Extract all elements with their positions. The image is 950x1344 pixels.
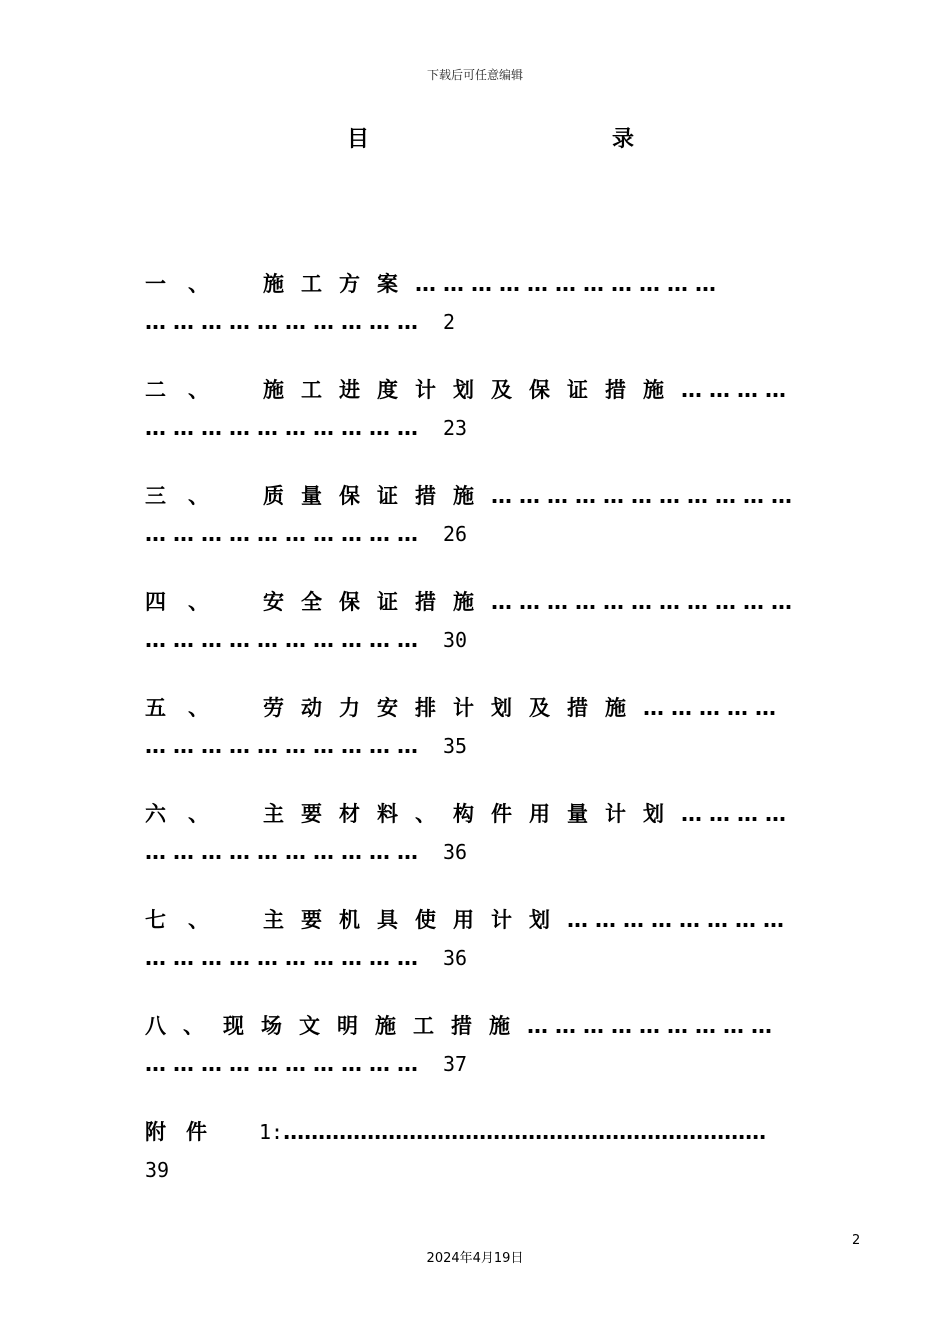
- attachment-number: 1:: [259, 1120, 284, 1144]
- toc-entry-title: 劳动力安排计划及措施: [263, 696, 643, 720]
- toc-page-number: 2: [443, 310, 456, 334]
- toc-leader: ……………: [643, 696, 783, 720]
- toc-leader: ……………………………: [415, 272, 723, 296]
- toc-entry-number: 五、: [145, 696, 231, 720]
- attachment-label: 附件: [145, 1120, 227, 1144]
- page-footer-date: 2024年4月19日: [426, 1251, 524, 1266]
- toc-entry-title: 施工进度计划及保证措施: [263, 378, 681, 402]
- toc-entry-title: 安全保证措施: [263, 590, 491, 614]
- toc-entry-number: 八、: [145, 1014, 221, 1038]
- toc-entry-title: 主要材料、构件用量计划: [263, 802, 681, 826]
- toc-entry[interactable]: [145, 586, 845, 692]
- toc-entry-number: 二、: [145, 378, 231, 402]
- toc-leader: ………………………: [527, 1014, 779, 1038]
- toc-title-char-2: 录: [612, 127, 635, 152]
- toc-leader: ……………………………: [491, 484, 799, 508]
- toc-leader: …………: [681, 378, 793, 402]
- toc-entry[interactable]: [145, 480, 845, 586]
- toc-page-number: 37: [443, 1052, 468, 1076]
- table-of-contents: [145, 268, 845, 1222]
- toc-entry[interactable]: [145, 798, 845, 904]
- page-number: 2: [852, 1233, 861, 1248]
- toc-entry[interactable]: [145, 1010, 845, 1116]
- toc-title: [0, 122, 950, 154]
- toc-entry[interactable]: [145, 904, 845, 1010]
- toc-leader: …………………………: [145, 946, 425, 970]
- toc-page-number: 23: [443, 416, 468, 440]
- toc-title-char-1: 目: [347, 127, 370, 152]
- toc-entry-number: 三、: [145, 484, 231, 508]
- toc-page-number: 36: [443, 840, 468, 864]
- toc-leader: …………………………: [145, 522, 425, 546]
- toc-leader: …………………………: [145, 840, 425, 864]
- page-header: 下载后可任意编辑: [426, 68, 523, 82]
- toc-leader: ……………………………………………………………: [283, 1120, 767, 1144]
- toc-entry-title: 施工方案: [263, 272, 415, 296]
- toc-entry[interactable]: [145, 374, 845, 480]
- toc-entry-title: 现场文明施工措施: [223, 1014, 527, 1038]
- toc-entry[interactable]: [145, 268, 845, 374]
- toc-entry-number: 一、: [145, 272, 231, 296]
- toc-leader: …………………………: [145, 628, 425, 652]
- toc-page-number: 39: [145, 1158, 170, 1182]
- toc-leader: …………………………: [145, 416, 425, 440]
- toc-entry-title: 主要机具使用计划: [263, 908, 567, 932]
- toc-entry-number: 四、: [145, 590, 231, 614]
- toc-page-number: 35: [443, 734, 468, 758]
- toc-entry-number: 六、: [145, 802, 231, 826]
- toc-entry-title: 质量保证措施: [263, 484, 491, 508]
- toc-entry-attachment[interactable]: [145, 1116, 845, 1222]
- toc-entry-number: 七、: [145, 908, 231, 932]
- toc-leader: …………………………: [145, 310, 425, 334]
- toc-leader: …………: [681, 802, 793, 826]
- toc-leader: …………………………: [145, 1052, 425, 1076]
- toc-entry[interactable]: [145, 692, 845, 798]
- toc-leader: ……………………………: [491, 590, 799, 614]
- toc-leader: ……………………: [567, 908, 791, 932]
- toc-page-number: 36: [443, 946, 468, 970]
- toc-page-number: 26: [443, 522, 468, 546]
- toc-leader: …………………………: [145, 734, 425, 758]
- toc-page-number: 30: [443, 628, 468, 652]
